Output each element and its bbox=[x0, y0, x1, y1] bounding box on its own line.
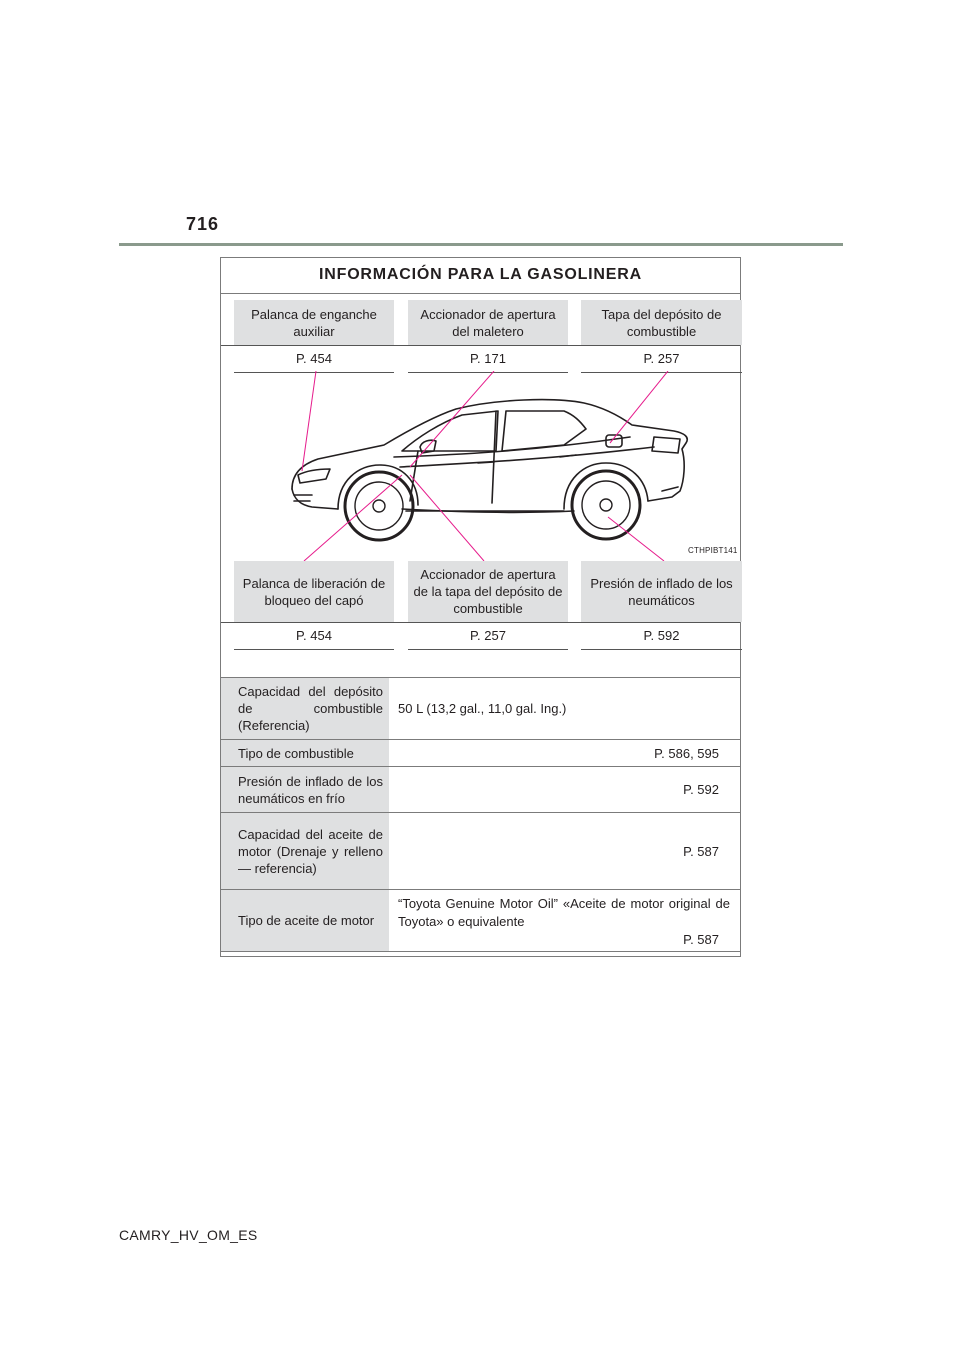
page-ref-auxiliary-catch-lever: P. 454 bbox=[234, 346, 394, 373]
spec-row-tire-pressure bbox=[221, 766, 740, 812]
fuel-station-info-box bbox=[220, 257, 741, 957]
label-hood-lock-release-lever: Palanca de liberación de bloqueo del capó bbox=[234, 561, 394, 622]
document-footer: CAMRY_HV_OM_ES bbox=[119, 1227, 258, 1243]
spec-value bbox=[389, 740, 740, 766]
spec-row-fuel-type bbox=[221, 739, 740, 766]
label-tire-pressure: Presión de inflado de los neumáticos bbox=[581, 561, 742, 622]
spec-value bbox=[389, 813, 740, 889]
page-ref-fuel-door-opener: P. 257 bbox=[408, 623, 568, 650]
spec-text: “Toyota Genuine Motor Oil” «Aceite de motor original de Toyota» o equivalente bbox=[398, 896, 730, 929]
spec-row-engine-oil-capacity bbox=[221, 812, 740, 889]
spec-row-engine-oil-type bbox=[221, 889, 740, 952]
spec-row-fuel-capacity bbox=[221, 677, 740, 739]
page-ref-fuel-tank-cap: P. 257 bbox=[581, 346, 742, 373]
spec-page-ref: P. 592 bbox=[683, 782, 719, 797]
label-fuel-tank-cap: Tapa del depósito de combustible bbox=[581, 300, 742, 345]
page-ref-hood-lock-release-lever: P. 454 bbox=[234, 623, 394, 650]
spec-value: 50 L (13,2 gal., 11,0 gal. Ing.) bbox=[398, 701, 567, 716]
spec-label: Capacidad del depósito de combustible (Referencia) bbox=[221, 678, 389, 739]
page-number: 716 bbox=[186, 214, 220, 234]
spec-value bbox=[389, 890, 740, 951]
spec-page-ref: P. 587 bbox=[683, 844, 719, 859]
page-ref-trunk-opener: P. 171 bbox=[408, 346, 568, 373]
car-illustration bbox=[234, 371, 734, 561]
spec-label: Presión de inflado de los neumáticos en frío bbox=[221, 767, 389, 812]
header-rule bbox=[119, 243, 843, 246]
spec-page-ref: P. 587 bbox=[683, 932, 719, 947]
spec-label: Tipo de aceite de motor bbox=[221, 890, 389, 951]
label-fuel-door-opener: Accionador de apertura de la tapa del depósito de combustible bbox=[408, 561, 568, 622]
spec-label: Tipo de combustible bbox=[221, 740, 389, 766]
spec-value bbox=[389, 767, 740, 812]
label-trunk-opener: Accionador de apertura del maletero bbox=[408, 300, 568, 345]
page-ref-tire-pressure: P. 592 bbox=[581, 623, 742, 650]
box-title: INFORMACIÓN PARA LA GASOLINERA bbox=[221, 258, 740, 294]
label-auxiliary-catch-lever: Palanca de enganche auxiliar bbox=[234, 300, 394, 345]
spec-label: Capacidad del aceite de motor (Drenaje y relleno — referencia) bbox=[221, 813, 389, 889]
image-caption: CTHPIBT141 bbox=[688, 546, 738, 555]
spec-page-ref: P. 586, 595 bbox=[654, 746, 719, 761]
